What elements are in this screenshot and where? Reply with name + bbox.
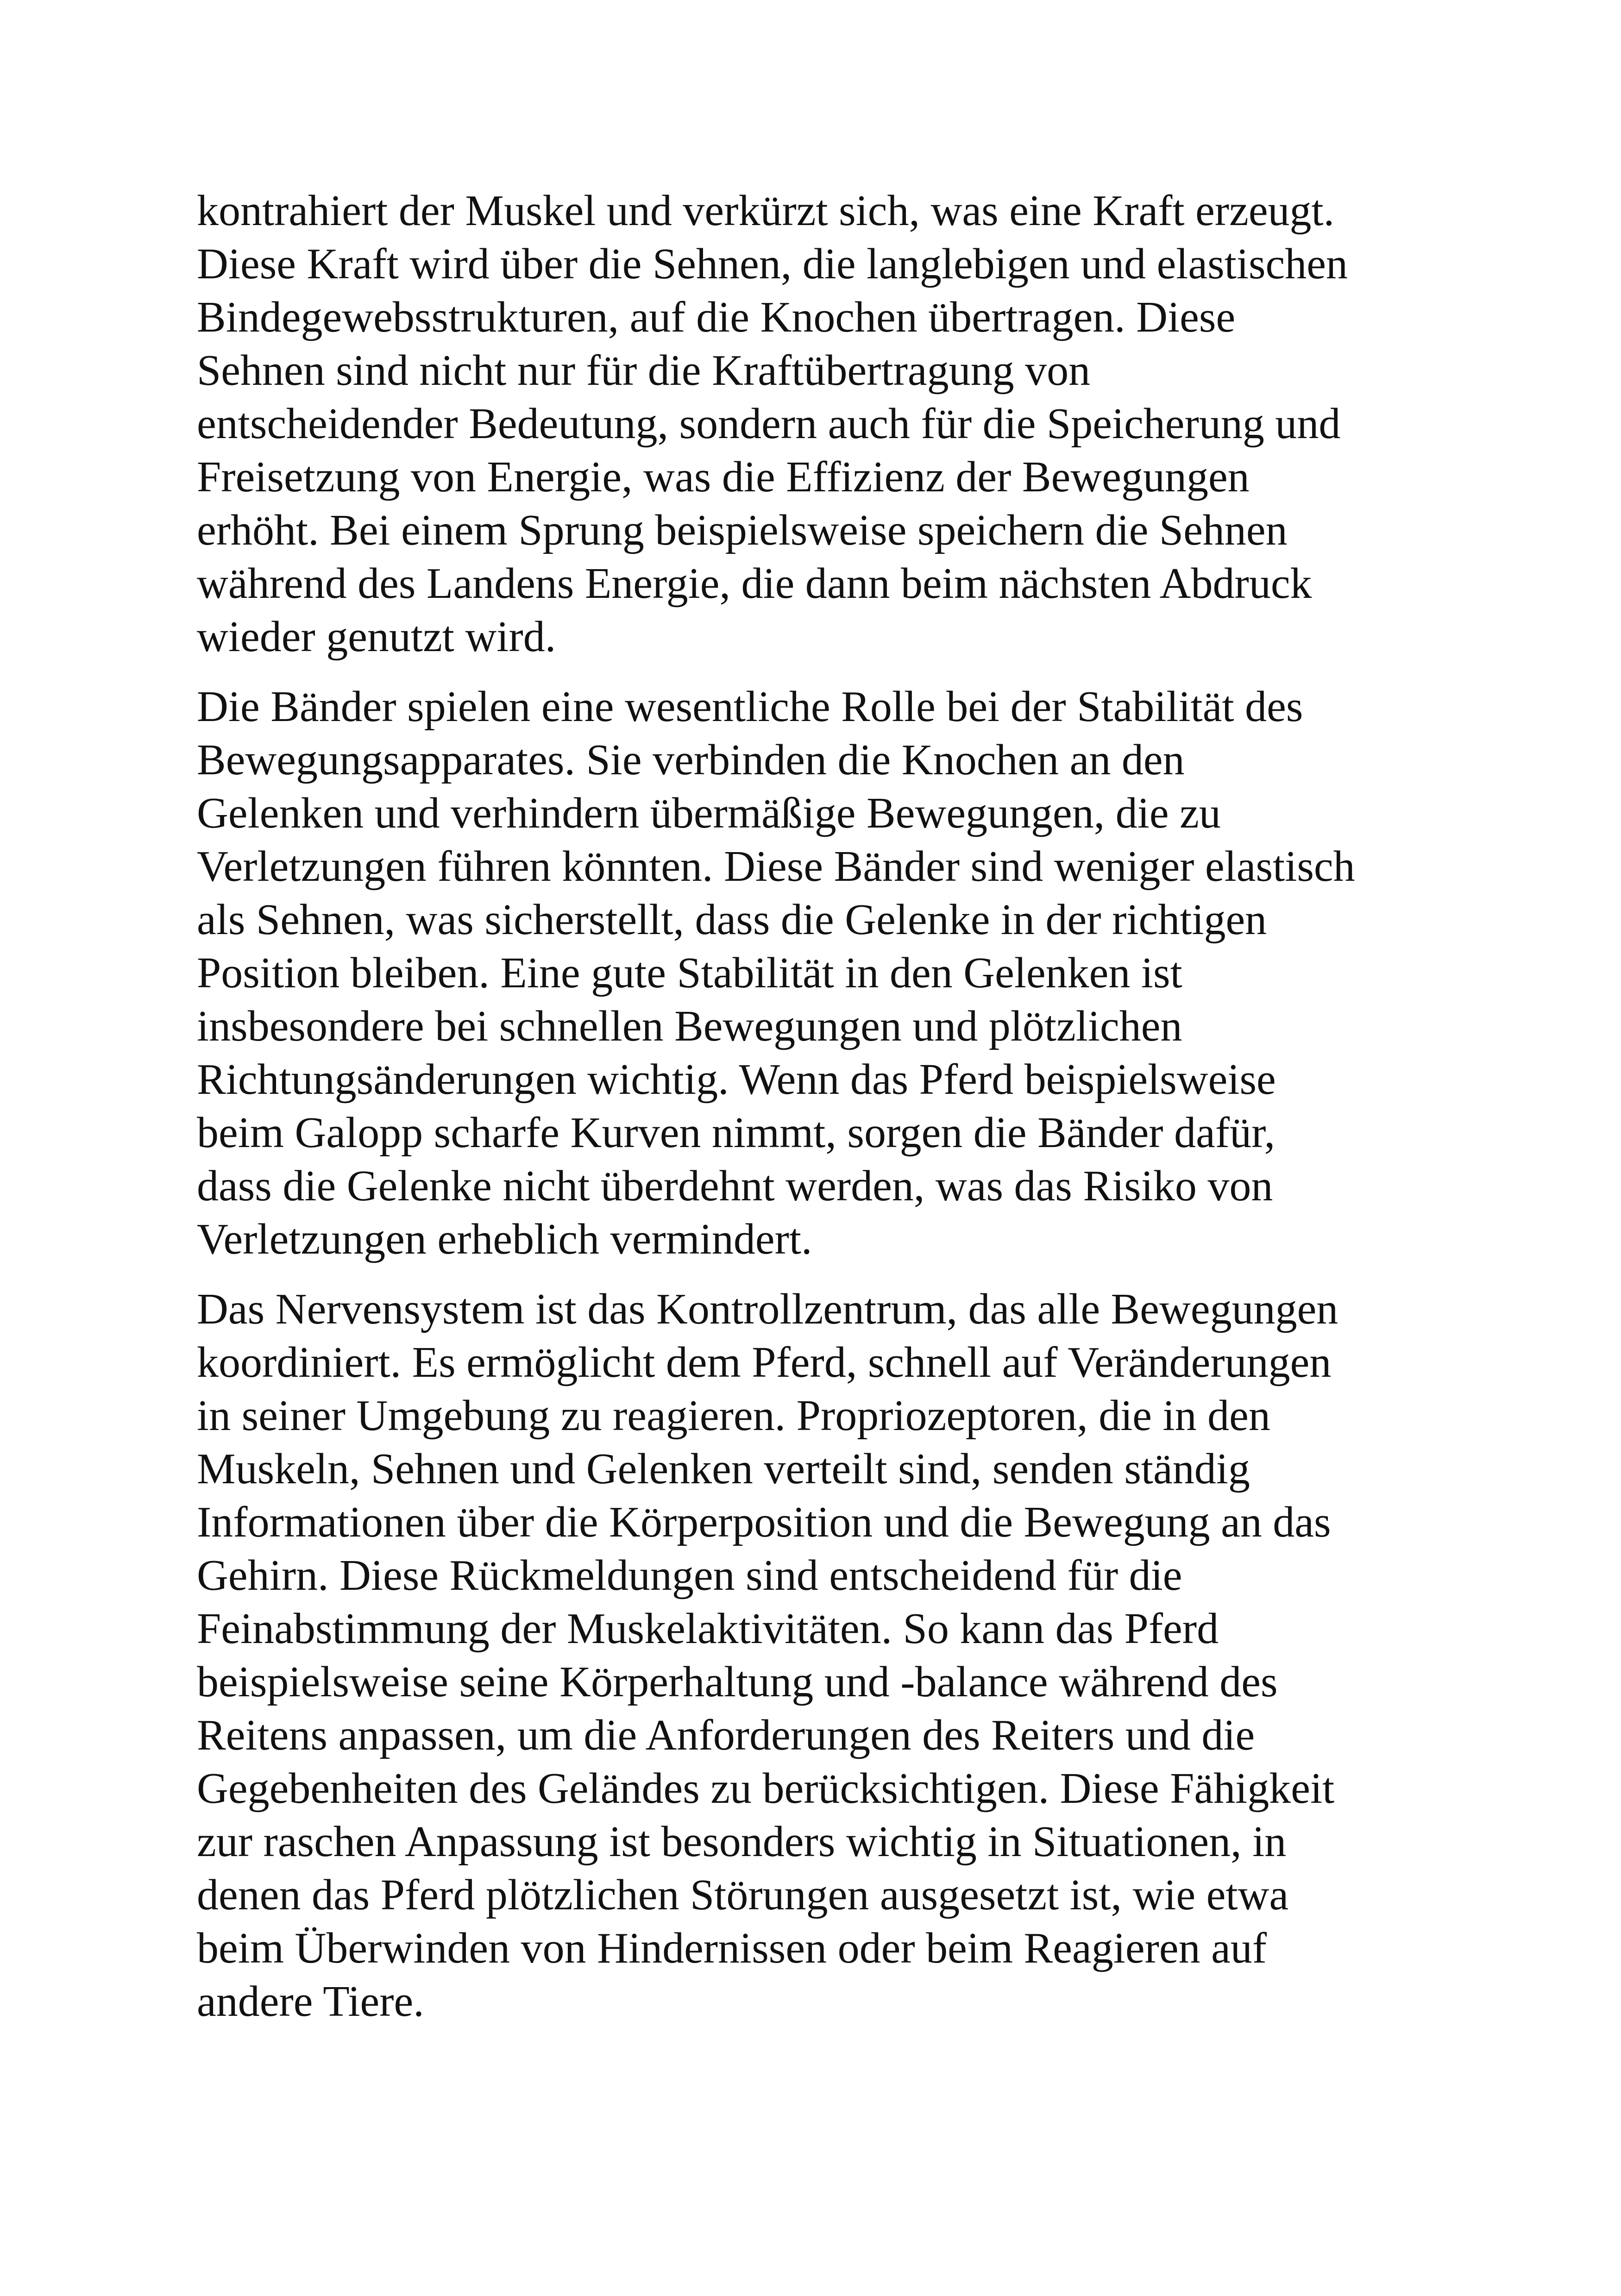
text-line: erhöht. Bei einem Sprung beispielsweise speichern die Sehnen <box>197 506 1288 554</box>
text-line: wieder genutzt wird. <box>197 613 556 661</box>
text-line: Gehirn. Diese Rückmeldungen sind entscheidend für die <box>197 1551 1182 1600</box>
text-line: kontrahiert der Muskel und verkürzt sich, was eine Kraft erzeugt. <box>197 187 1335 235</box>
text-line: Feinabstimmung der Muskelaktivitäten. So kann das Pferd <box>197 1605 1219 1653</box>
text-line: Gegebenheiten des Geländes zu berücksichtigen. Diese Fähigkeit <box>197 1764 1335 1813</box>
text-line: entscheidender Bedeutung, sondern auch für die Speicherung und <box>197 400 1341 448</box>
text-line: beim Galopp scharfe Kurven nimmt, sorgen die Bänder dafür, <box>197 1109 1275 1157</box>
text-line: Position bleiben. Eine gute Stabilität in den Gelenken ist <box>197 949 1182 997</box>
paragraph-2 <box>197 680 1457 1266</box>
text-line: Diese Kraft wird über die Sehnen, die langlebigen und elastischen <box>197 240 1348 288</box>
body-text <box>197 184 1457 2045</box>
text-line: Muskeln, Sehnen und Gelenken verteilt sind, senden ständig <box>197 1445 1250 1493</box>
text-line: insbesondere bei schnellen Bewegungen und plötzlichen <box>197 1002 1182 1050</box>
text-line: koordiniert. Es ermöglicht dem Pferd, schnell auf Veränderungen <box>197 1338 1332 1386</box>
text-line: andere Tiere. <box>197 1977 424 2026</box>
text-line: Reitens anpassen, um die Anforderungen des Reiters und die <box>197 1711 1255 1759</box>
text-line: beispielsweise seine Körperhaltung und -balance während des <box>197 1658 1278 1706</box>
text-line: Informationen über die Körperposition und die Bewegung an das <box>197 1498 1331 1546</box>
text-line: Bindegewebsstrukturen, auf die Knochen übertragen. Diese <box>197 293 1236 341</box>
text-line: während des Landens Energie, die dann beim nächsten Abdruck <box>197 559 1312 608</box>
text-line: Verletzungen führen könnten. Diese Bänder sind weniger elastisch <box>197 842 1355 891</box>
paragraph-1 <box>197 184 1457 664</box>
paragraph-3 <box>197 1283 1457 2028</box>
text-line: Sehnen sind nicht nur für die Kraftübertragung von <box>197 346 1091 395</box>
text-line: dass die Gelenke nicht überdehnt werden, was das Risiko von <box>197 1162 1273 1210</box>
text-line: Richtungsänderungen wichtig. Wenn das Pferd beispielsweise <box>197 1055 1276 1104</box>
text-line: Die Bänder spielen eine wesentliche Rolle bei der Stabilität des <box>197 683 1303 731</box>
text-line: Gelenken und verhindern übermäßige Bewegungen, die zu <box>197 789 1221 837</box>
text-line: in seiner Umgebung zu reagieren. Propriozeptoren, die in den <box>197 1392 1270 1440</box>
text-line: zur raschen Anpassung ist besonders wichtig in Situationen, in <box>197 1818 1287 1866</box>
text-line: Das Nervensystem ist das Kontrollzentrum, das alle Bewegungen <box>197 1285 1338 1333</box>
text-line: als Sehnen, was sicherstellt, dass die Gelenke in der richtigen <box>197 896 1267 944</box>
text-line: Verletzungen erheblich vermindert. <box>197 1215 812 1263</box>
text-line: Freisetzung von Energie, was die Effizienz der Bewegungen <box>197 453 1250 501</box>
text-line: Bewegungsapparates. Sie verbinden die Knochen an den <box>197 736 1185 784</box>
text-line: beim Überwinden von Hindernissen oder beim Reagieren auf <box>197 1924 1267 1972</box>
text-line: denen das Pferd plötzlichen Störungen ausgesetzt ist, wie etwa <box>197 1871 1289 1919</box>
